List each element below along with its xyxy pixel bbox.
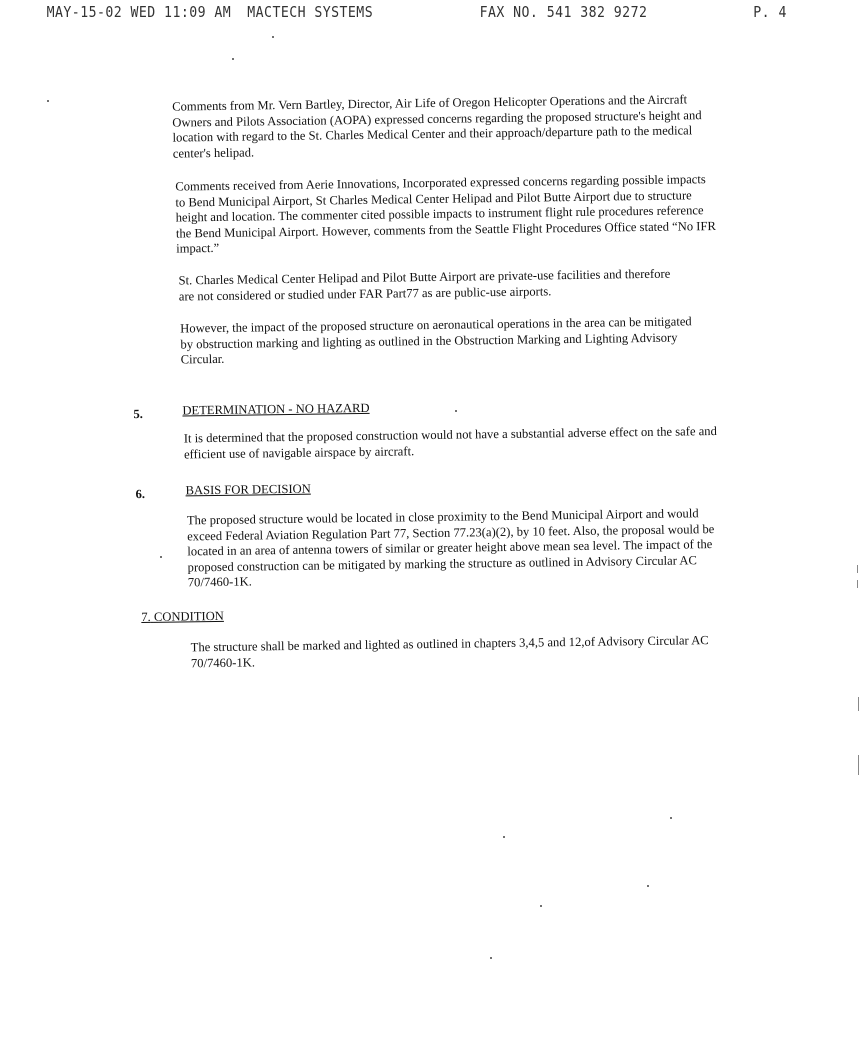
fax-header-company: MACTECH SYSTEMS [247,3,374,21]
comment-paragraph-bartley: Comments from Mr. Vern Bartley, Director, Air Life of Oregon Helicopter Operations and the Aircraft Owners and Pilots Association (AOPA) expressed concerns regarding the proposed structure's height and location with regard to the St. Charles Medical Center and their approach/departure path to the medical center's helipad. [172,92,702,161]
scan-speck [647,885,649,887]
section-5-text: It is determined that the proposed construction would not have a substantial adverse effect on the safe and efficient use of navigable airspace by aircraft. [183,424,717,461]
section-7-title: CONDITION [153,608,224,624]
scan-speck [160,556,162,558]
fax-header-datetime: MAY-15-02 WED 11:09 AM [46,3,232,21]
scan-speck [232,58,234,60]
section-6-title: BASIS FOR DECISION [185,481,311,498]
scan-speck [272,36,274,38]
fax-header-fax-number: FAX NO. 541 382 9272 [479,3,648,21]
scan-edge-mark [858,755,859,775]
scan-speck [455,410,457,412]
section-7-text: The structure shall be marked and lighted as outlined in chapters 3,4,5 and 12,of Advisory Circular AC 70/7460-1K. [190,633,709,670]
section-6-text: The proposed structure would be located in close proximity to the Bend Municipal Airport and would exceed Federal Aviation Regulation Part 77, Section 77.23(a)(2), by 10 feet. Also, the proposal would be located in an area of antenna towers of similar or greater height above mean sea level. The impact of the proposed construction can be mitigated by marking the structure as outlined in Advisory Circular AC 70/7460-1K. [186,506,715,590]
section-6-number: 6. [135,486,146,502]
scan-speck [47,100,49,102]
fax-header-page-number: P. 4 [753,3,787,21]
comment-paragraph-aerie: Comments received from Aerie Innovations, Incorporated expressed concerns regarding possible impacts to Bend Municipal Airport, St Charles Medical Center Helipad and Pilot Butte Airport due to structure height and location. The commenter cited possible impacts to instrument flight rule procedures reference the Bend Municipal Airport. However, comments from the Seattle Flight Procedures Office stated “No IFR impact.” [175,172,716,256]
scan-edge-mark [857,565,858,573]
section-7-number: 7. [141,609,151,625]
mitigation-paragraph: However, the impact of the proposed structure on aeronautical operations in the area can be mitigated by obstruction marking and lighting as outlined in the Obstruction Marking and Lighting Advisory Circular. [180,314,692,367]
section-5-title: DETERMINATION - NO HAZARD [182,400,370,418]
section-7-heading [141,609,224,626]
scan-speck [490,957,492,959]
scan-edge-mark [857,580,858,588]
private-use-paragraph: St. Charles Medical Center Helipad and Pilot Butte Airport are private-use facilities and therefore are not considered or studied under FAR Part77 as are public-use airports. [178,266,671,303]
scan-speck [503,836,505,838]
section-5-number: 5. [133,407,143,422]
scan-speck [540,905,542,907]
scan-speck [670,817,672,819]
scan-edge-mark [858,697,859,711]
